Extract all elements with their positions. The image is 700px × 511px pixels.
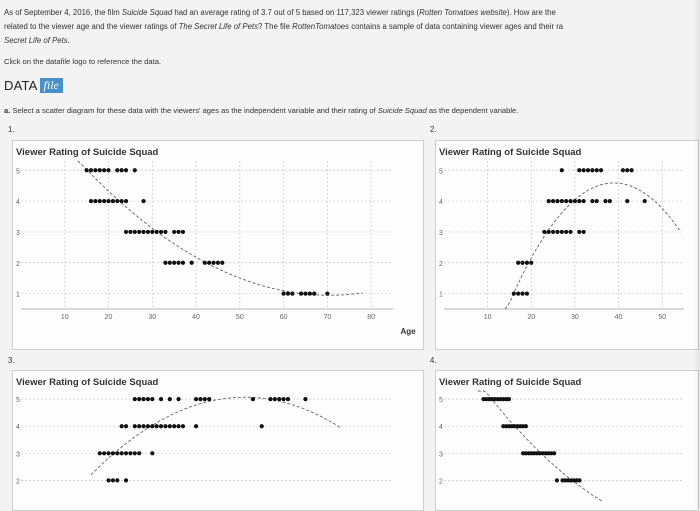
chart-title: Viewer Rating of Suicide Squad <box>16 147 159 158</box>
data-point <box>155 424 159 428</box>
data-point <box>111 478 115 482</box>
x-tick-label: 80 <box>367 314 376 321</box>
data-point <box>595 168 599 172</box>
data-point <box>146 230 150 234</box>
data-point <box>98 168 102 172</box>
data-point <box>168 261 172 265</box>
data-point <box>268 397 272 401</box>
data-point <box>133 168 137 172</box>
y-tick-label: 3 <box>439 451 443 459</box>
data-point <box>577 168 581 172</box>
question-a <box>4 106 518 115</box>
x-tick-label: 10 <box>483 314 492 321</box>
data-point <box>176 230 180 234</box>
data-point <box>516 291 520 295</box>
question-text: as the dependent variable. <box>426 106 519 115</box>
data-point <box>111 199 115 203</box>
data-point <box>190 261 194 265</box>
data-point <box>547 199 551 203</box>
y-tick-label: 4 <box>16 199 20 207</box>
data-point <box>207 261 211 265</box>
intro-text: related to the viewer age and the viewer ratings of <box>4 22 179 31</box>
data-point <box>163 424 167 428</box>
data-point <box>564 199 568 203</box>
data-point <box>286 291 290 295</box>
data-point <box>120 168 124 172</box>
data-point <box>582 230 586 234</box>
y-tick-label: 3 <box>16 451 20 459</box>
data-point <box>603 199 607 203</box>
data-point <box>124 199 128 203</box>
data-point <box>220 261 224 265</box>
data-point <box>133 397 137 401</box>
data-point <box>128 230 132 234</box>
data-point <box>203 397 207 401</box>
data-point <box>124 424 128 428</box>
data-point <box>281 291 285 295</box>
data-point <box>133 451 137 455</box>
data-point <box>128 451 132 455</box>
data-point <box>194 397 198 401</box>
data-point <box>93 199 97 203</box>
data-point <box>137 451 141 455</box>
data-point <box>137 230 141 234</box>
data-point <box>155 230 159 234</box>
film-title: Suicide Squad <box>121 8 173 17</box>
file-link[interactable]: file <box>40 78 63 93</box>
data-point <box>163 230 167 234</box>
data-point <box>560 199 564 203</box>
data-point <box>590 199 594 203</box>
y-tick-label: 2 <box>439 478 443 486</box>
y-tick-label: 1 <box>439 291 443 299</box>
data-point <box>547 230 551 234</box>
data-point <box>207 397 211 401</box>
data-point <box>586 168 590 172</box>
problem-intro <box>4 6 694 48</box>
question-text: Select a scatter diagram for these data with the viewers' ages as the independent variable and their rating of <box>10 106 378 115</box>
data-point <box>176 424 180 428</box>
scatter-option-2[interactable] <box>435 140 699 350</box>
data-point <box>146 424 150 428</box>
data-point <box>198 397 202 401</box>
data-point <box>102 168 106 172</box>
data-point <box>577 478 581 482</box>
trend-line <box>478 391 602 501</box>
data-point <box>93 168 97 172</box>
data-point <box>133 230 137 234</box>
data-point <box>577 199 581 203</box>
film-title: The Secret Life of Pets <box>178 22 258 31</box>
option-4-label[interactable]: 4. <box>430 356 437 365</box>
data-point <box>159 424 163 428</box>
data-point <box>176 397 180 401</box>
intro-text: had an average rating of 3.7 out of 5 based on 117,323 viewer ratings ( <box>172 8 420 17</box>
data-point <box>625 168 629 172</box>
data-point <box>98 451 102 455</box>
chart-title: Viewer Rating of Suicide Squad <box>439 147 582 158</box>
x-tick-label: 20 <box>527 314 536 321</box>
data-point <box>181 230 185 234</box>
data-point <box>102 451 106 455</box>
data-point <box>551 199 555 203</box>
data-point <box>590 168 594 172</box>
y-tick-label: 3 <box>16 229 20 237</box>
data-point <box>141 199 145 203</box>
data-point <box>159 230 163 234</box>
data-point <box>516 261 520 265</box>
y-tick-label: 1 <box>16 291 20 299</box>
edge-shadow <box>694 0 700 509</box>
data-point <box>168 397 172 401</box>
data-point <box>573 199 577 203</box>
data-point <box>303 291 307 295</box>
intro-text: ? The file <box>257 22 293 31</box>
data-point <box>555 230 559 234</box>
x-tick-label: 30 <box>571 314 579 321</box>
option-1-label[interactable]: 1. <box>8 125 15 134</box>
data-point <box>552 451 556 455</box>
data-point <box>608 199 612 203</box>
data-point <box>85 168 89 172</box>
data-point <box>141 397 145 401</box>
data-point <box>643 199 647 203</box>
data-point <box>98 199 102 203</box>
y-tick-label: 5 <box>16 168 20 176</box>
data-label: DATA <box>4 77 38 93</box>
data-point <box>542 230 546 234</box>
scatter-option-3[interactable] <box>12 370 424 511</box>
data-point <box>124 478 128 482</box>
data-point <box>150 424 154 428</box>
data-point <box>621 168 625 172</box>
x-tick-label: 70 <box>323 314 332 321</box>
data-point <box>124 230 128 234</box>
data-point <box>211 261 215 265</box>
datafile-instruction: Click on the datafile logo to reference the data. <box>4 57 162 66</box>
data-point <box>89 199 93 203</box>
x-tick-label: 40 <box>192 314 200 321</box>
x-tick-label: 40 <box>614 314 623 321</box>
y-tick-label: 3 <box>439 229 443 237</box>
trend-line <box>91 397 341 475</box>
data-point <box>146 397 150 401</box>
option-3-label[interactable]: 3. <box>8 356 15 365</box>
data-point <box>194 424 198 428</box>
data-point <box>172 424 176 428</box>
data-point <box>141 424 145 428</box>
data-point <box>568 230 572 234</box>
data-point <box>89 168 93 172</box>
x-tick-label: 30 <box>148 314 157 321</box>
data-point <box>133 424 137 428</box>
x-tick-label: 10 <box>60 314 69 321</box>
data-point <box>524 424 528 428</box>
data-point <box>560 168 564 172</box>
data-point <box>163 261 167 265</box>
data-point <box>120 451 124 455</box>
data-point <box>564 230 568 234</box>
data-point <box>273 397 277 401</box>
y-tick-label: 2 <box>439 260 443 268</box>
data-point <box>260 424 264 428</box>
intro-line-1 <box>4 6 694 20</box>
film-title: Secret Life of Pets. <box>4 36 70 45</box>
data-point <box>312 291 316 295</box>
data-point <box>555 478 559 482</box>
data-point <box>120 199 124 203</box>
data-point <box>115 199 119 203</box>
data-point <box>512 291 516 295</box>
data-point <box>120 424 124 428</box>
data-point <box>551 230 555 234</box>
data-point <box>555 199 559 203</box>
data-point <box>150 451 154 455</box>
data-point <box>176 261 180 265</box>
source-name: Rotten Tomatoes website <box>419 8 507 17</box>
data-point <box>102 199 106 203</box>
y-tick-label: 5 <box>439 168 443 176</box>
data-point <box>303 397 307 401</box>
data-point <box>216 261 220 265</box>
scatter-option-1[interactable] <box>12 140 424 350</box>
data-point <box>159 397 163 401</box>
data-point <box>599 168 603 172</box>
y-tick-label: 4 <box>439 424 443 432</box>
intro-line-3 <box>4 34 694 48</box>
data-point <box>172 261 176 265</box>
data-point <box>150 230 154 234</box>
scatter-option-4[interactable] <box>435 370 699 511</box>
x-axis-label: Age <box>400 327 416 336</box>
data-point <box>507 397 511 401</box>
data-point <box>168 424 172 428</box>
intro-text: ). How are the <box>506 8 556 17</box>
data-point <box>582 168 586 172</box>
data-point <box>520 261 524 265</box>
film-title: Suicide Squad <box>377 106 427 115</box>
y-tick-label: 5 <box>439 397 443 405</box>
data-point <box>290 291 294 295</box>
data-point <box>106 199 110 203</box>
data-point <box>150 397 154 401</box>
data-point <box>529 261 533 265</box>
data-point <box>137 424 141 428</box>
y-tick-label: 4 <box>439 199 443 207</box>
data-point <box>106 451 110 455</box>
intro-text: contains a sample of data containing viewer ages and their ra <box>349 22 564 31</box>
option-2-label[interactable]: 2. <box>430 125 437 134</box>
data-point <box>560 230 564 234</box>
data-point <box>137 397 141 401</box>
x-tick-label: 60 <box>279 314 288 321</box>
intro-text: As of September 4, 2016, the film <box>4 8 122 17</box>
data-point <box>286 397 290 401</box>
file-name: RottenTomatoes <box>292 22 350 31</box>
data-point <box>308 291 312 295</box>
question-prefix: a. <box>4 106 11 115</box>
trend-line <box>78 161 363 295</box>
y-tick-label: 2 <box>16 478 20 486</box>
data-point <box>124 168 128 172</box>
intro-line-2 <box>4 20 694 34</box>
data-point <box>141 230 145 234</box>
data-point <box>595 199 599 203</box>
data-point <box>630 168 634 172</box>
data-point <box>181 424 185 428</box>
x-tick-label: 20 <box>104 314 113 321</box>
datafile-logo[interactable] <box>4 77 63 93</box>
y-tick-label: 5 <box>16 397 20 405</box>
data-point <box>251 397 255 401</box>
data-point <box>124 451 128 455</box>
data-point <box>106 478 110 482</box>
data-point <box>568 199 572 203</box>
data-point <box>115 478 119 482</box>
data-point <box>115 168 119 172</box>
x-tick-label: 50 <box>658 314 667 321</box>
data-point <box>625 199 629 203</box>
data-point <box>520 291 524 295</box>
data-point <box>325 291 329 295</box>
data-point <box>525 261 529 265</box>
y-tick-label: 4 <box>16 424 20 432</box>
data-point <box>111 451 115 455</box>
y-tick-label: 2 <box>16 260 20 268</box>
chart-title: Viewer Rating of Suicide Squad <box>439 377 582 388</box>
data-point <box>203 261 207 265</box>
data-point <box>577 230 581 234</box>
data-point <box>525 291 529 295</box>
data-point <box>582 199 586 203</box>
data-point <box>181 261 185 265</box>
data-point <box>299 291 303 295</box>
data-point <box>172 230 176 234</box>
x-tick-label: 50 <box>235 314 244 321</box>
data-point <box>281 397 285 401</box>
data-point <box>115 451 119 455</box>
data-point <box>106 168 110 172</box>
chart-title: Viewer Rating of Suicide Squad <box>16 377 159 388</box>
data-point <box>277 397 281 401</box>
